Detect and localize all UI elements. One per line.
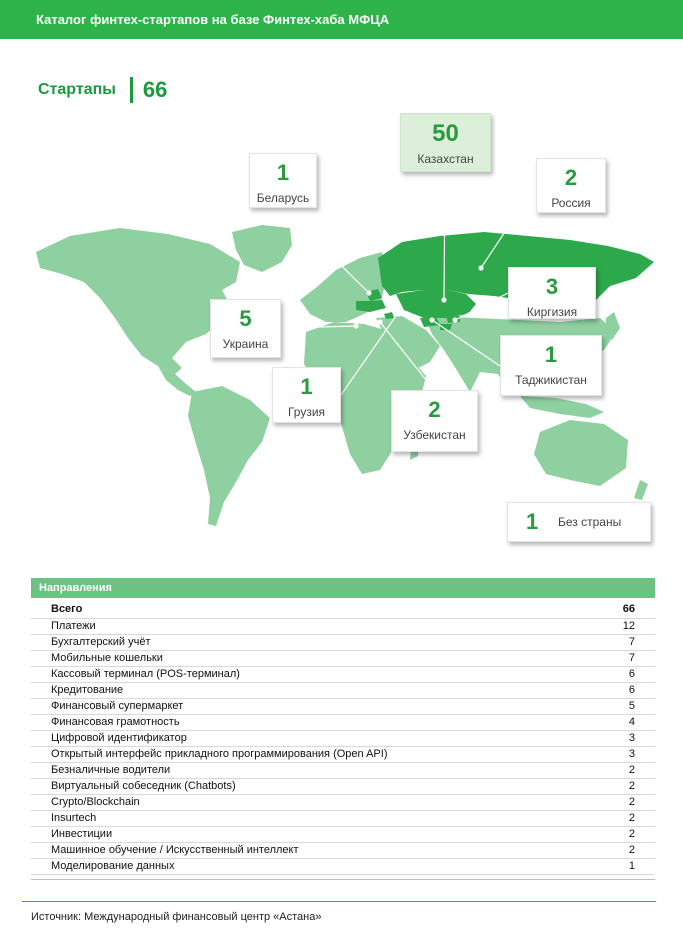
country-kazakhstan bbox=[396, 290, 476, 318]
highlight-countries bbox=[356, 232, 654, 330]
total-label: Всего bbox=[51, 603, 83, 615]
callout-point-5 bbox=[500, 335, 602, 396]
callout-country: Казахстан bbox=[417, 152, 474, 166]
table-row bbox=[31, 651, 655, 667]
row-value: 2 bbox=[628, 828, 635, 840]
callout-country: Россия bbox=[551, 196, 591, 210]
table-header: Направления bbox=[31, 578, 655, 598]
startups-count: 66 bbox=[142, 77, 168, 102]
land-europe bbox=[300, 252, 386, 322]
total-value: 66 bbox=[622, 603, 635, 615]
table-row bbox=[31, 667, 655, 683]
location-dot-5 bbox=[429, 317, 434, 322]
row-value: 2 bbox=[628, 844, 635, 856]
startups-label: Стартапы bbox=[38, 81, 116, 98]
row-label: Мобильные кошельки bbox=[51, 652, 163, 664]
table-row bbox=[31, 859, 655, 875]
row-label: Виртуальный собеседник (Chatbots) bbox=[51, 780, 236, 792]
directions-table bbox=[31, 578, 655, 880]
row-label: Машинное обучение / Искусственный интеллект bbox=[51, 844, 299, 856]
land-japan bbox=[606, 312, 620, 340]
callout-value: 1 bbox=[300, 374, 313, 399]
callout-point-0 bbox=[400, 113, 491, 172]
callout-point-7 bbox=[391, 390, 478, 452]
callout-point-1 bbox=[249, 153, 317, 208]
location-dot-6 bbox=[395, 310, 400, 315]
callout-point-2 bbox=[536, 158, 606, 213]
table-row bbox=[31, 731, 655, 747]
row-label: Crypto/Blockchain bbox=[51, 796, 140, 808]
table-row bbox=[31, 795, 655, 811]
row-value: 6 bbox=[628, 684, 635, 696]
location-dot-1 bbox=[366, 290, 371, 295]
page-title: Каталог финтех-стартапов на базе Финтех-хаба МФЦА bbox=[36, 12, 390, 27]
row-value: 3 bbox=[628, 732, 635, 744]
no-country-box bbox=[507, 502, 651, 542]
location-dot-3 bbox=[452, 317, 457, 322]
row-label: Открытый интерфейс прикладного программирования (Open API) bbox=[51, 748, 388, 760]
row-label: Бухгалтерский учёт bbox=[51, 636, 151, 648]
callout-value: 3 bbox=[545, 274, 559, 299]
row-value: 2 bbox=[628, 796, 635, 808]
land-sea-islands bbox=[520, 396, 604, 418]
row-label: Финансовый супермаркет bbox=[51, 700, 184, 712]
row-label: Моделирование данных bbox=[51, 860, 175, 872]
land-australia bbox=[534, 420, 628, 486]
callout-value: 5 bbox=[239, 306, 252, 331]
row-label: Кассовый терминал (POS-терминал) bbox=[51, 668, 240, 680]
callout-point-6 bbox=[272, 367, 341, 423]
table-row bbox=[31, 747, 655, 763]
table-row bbox=[31, 843, 655, 859]
callout-value: 2 bbox=[428, 397, 441, 422]
location-dot-2 bbox=[478, 265, 483, 270]
row-label: Финансовая грамотность bbox=[51, 716, 180, 728]
callout-value: 1 bbox=[276, 160, 290, 185]
table-row bbox=[31, 699, 655, 715]
land-new-zealand bbox=[634, 480, 648, 500]
land-greenland bbox=[232, 225, 292, 272]
row-value: 7 bbox=[628, 636, 635, 648]
no-country-label: Без страны bbox=[558, 515, 622, 529]
table-row-total bbox=[31, 598, 655, 619]
row-value: 2 bbox=[628, 812, 635, 824]
row-value: 1 bbox=[628, 860, 635, 872]
callout-value: 2 bbox=[564, 165, 578, 190]
table-row bbox=[31, 827, 655, 843]
row-value: 3 bbox=[628, 748, 635, 760]
callout-country: Грузия bbox=[287, 405, 326, 419]
source-divider bbox=[22, 901, 656, 902]
callout-country: Украина bbox=[222, 337, 269, 351]
table-row bbox=[31, 779, 655, 795]
callout-value: 1 bbox=[544, 342, 558, 367]
row-value: 6 bbox=[628, 668, 635, 680]
row-value: 12 bbox=[622, 620, 635, 632]
location-dot-4 bbox=[353, 323, 358, 328]
callout-value: 50 bbox=[432, 120, 459, 147]
source-note: Источник: Международный финансовый центр «Астана» bbox=[31, 911, 322, 923]
row-value: 2 bbox=[628, 780, 635, 792]
row-label: Insurtech bbox=[51, 812, 97, 824]
row-value: 4 bbox=[628, 716, 635, 728]
table-row bbox=[31, 763, 655, 779]
callout-country: Узбекистан bbox=[403, 428, 466, 442]
location-dot-0 bbox=[441, 297, 446, 302]
row-value: 7 bbox=[628, 652, 635, 664]
table-row bbox=[31, 619, 655, 635]
callout-point-4 bbox=[210, 299, 281, 358]
table-rows bbox=[31, 619, 655, 875]
row-value: 5 bbox=[628, 700, 635, 712]
table-row bbox=[31, 715, 655, 731]
callout-country: Беларусь bbox=[256, 191, 310, 205]
land-south-america bbox=[188, 386, 270, 526]
table-row bbox=[31, 635, 655, 651]
row-value: 2 bbox=[628, 764, 635, 776]
table-row bbox=[31, 683, 655, 699]
callout-country: Таджикистан bbox=[515, 373, 587, 387]
row-label: Инвестиции bbox=[51, 828, 113, 840]
row-label: Платежи bbox=[51, 620, 96, 632]
no-country-value: 1 bbox=[526, 509, 539, 534]
country-ukraine bbox=[356, 300, 386, 312]
callout-point-3 bbox=[508, 267, 596, 319]
callout-country: Киргизия bbox=[526, 305, 578, 319]
row-label: Цифровой идентификатор bbox=[51, 732, 187, 744]
table-row bbox=[31, 811, 655, 827]
row-label: Безналичные водители bbox=[51, 764, 171, 776]
table-bottom-border bbox=[31, 875, 655, 880]
row-label: Кредитование bbox=[51, 684, 124, 696]
location-dot-7 bbox=[377, 319, 382, 324]
